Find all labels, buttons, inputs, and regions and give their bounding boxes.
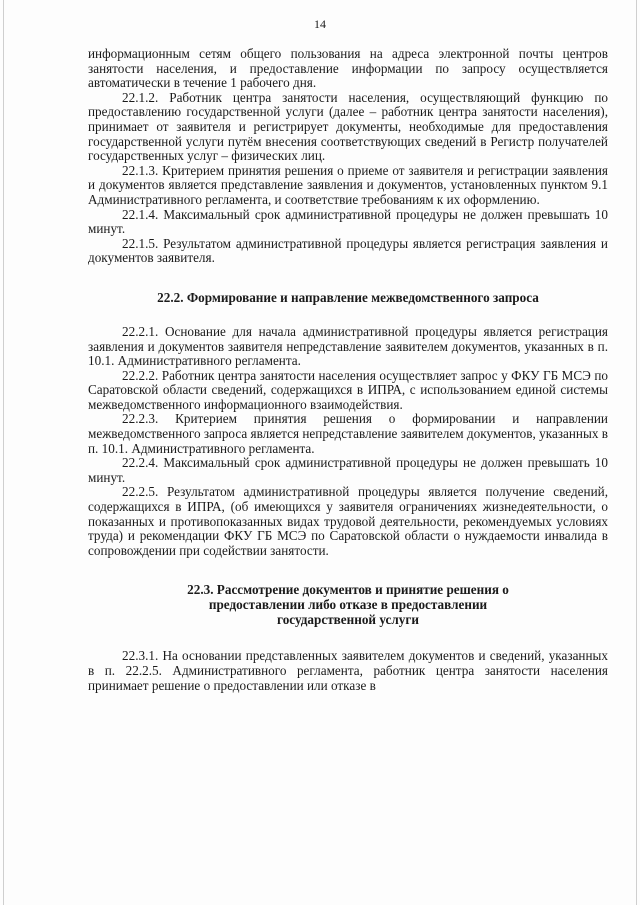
section-22-3-heading-line-1: 22.3. Рассмотрение документов и принятие решения о [187,582,509,598]
paragraph-22-1-2: 22.1.2. Работник центра занятости населения, осуществляющий функцию по предоставлению государственной услуги (далее – работник центра занятости населения), принимает от заявителя и регистрирует документы, необходимые для предоставления государственной услуги путём внесения соответствующих сведений в Регистр получателей государственных услуг – физических лиц. [88,89,608,164]
paragraph-22-1-3: 22.1.3. Критерием принятия решения о приеме от заявителя и регистрации заявления и документов является представление заявления и документов, установленных пунктом 9.1 Административного регламента, и соответствие требованиям к их оформлению. [88,162,608,207]
scan-edge-left [3,0,4,905]
paragraph-22-2-3: 22.2.3. Критерием принятия решения о формировании и направлении межведомственного запроса является непредставление заявителем документов, указанных в п. 10.1. Административного регламента. [88,411,608,456]
paragraph-22-2-1: 22.2.1. Основание для начала административной процедуры является регистрация заявления и документов заявителя непредставление заявителем документов, указанных в п. 10.1. Административного регламента. [88,323,608,369]
section-22-3-heading-line-3: государственной услуги [277,612,419,628]
document-body [88,47,608,693]
paragraph-22-2-4: 22.2.4. Максимальный срок административной процедуры не должен превышать 10 минут. [88,455,608,485]
paragraph-22-1-4: 22.1.4. Максимальный срок административной процедуры не должен превышать 10 минут. [88,206,608,237]
scan-edge-right [636,0,637,905]
section-22-2-heading: 22.2. Формирование и направление межведомственного запроса [157,289,539,305]
section-22-3-heading-line-2: предоставлении либо отказе в предоставлении [208,597,488,613]
paragraph-22-2-5: 22.2.5. Результатом административной процедуры является получение сведений, содержащихся в ИПРА, (об имеющихся у заявителя ограничениях жизнедеятельности, о показанных и противопоказанных видах трудовой деятельности, рекомендуемых условиях труда) и рекомендации ФКУ ГБ МСЭ по Саратовской области о нуждаемости инвалида в сопровождении при содействии занятости. [88,484,608,558]
page-number: 14 [314,17,326,31]
intro-paragraph: информационным сетям общего пользования на адреса электронной почты центров занятости населения, и предоставление информации по запросу осуществляется автоматически в течение 1 рабочего дня. [88,46,608,91]
paragraph-22-3-1: 22.3.1. На основании представленных заявителем документов и сведений, указанных в п. 22.2.5. Административного регламента, работник центра занятости населения принимает решение о предоставлении или отказе в [88,648,608,693]
paragraph-22-1-5: 22.1.5. Результатом административной процедуры является регистрация заявления и документов заявителя. [88,235,608,266]
paragraph-22-2-2: 22.2.2. Работник центра занятости населения осуществляет запрос у ФКУ ГБ МСЭ по Саратовской области сведений, содержащихся в ИПРА, с использованием единой системы межведомственного информационного взаимодействия. [88,367,608,412]
